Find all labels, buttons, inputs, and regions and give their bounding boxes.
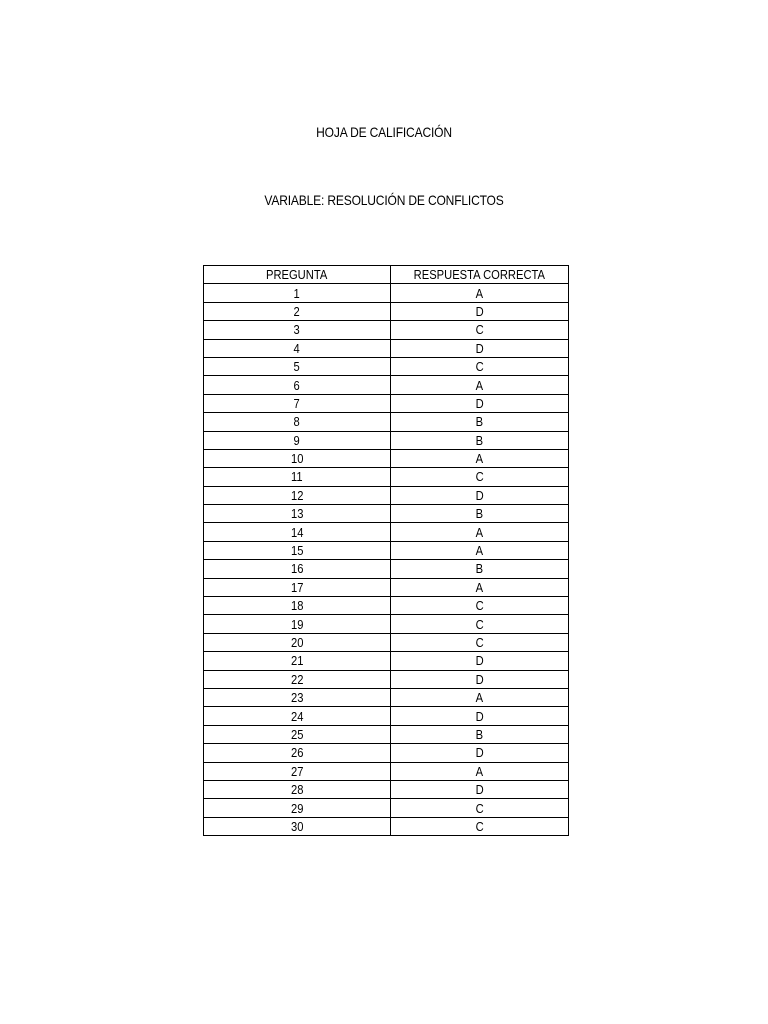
question-number-cell: 8	[204, 413, 391, 431]
question-number-cell: 20	[204, 633, 391, 651]
correct-answer-cell: D	[391, 652, 569, 670]
correct-answer-cell: D	[391, 670, 569, 688]
question-number-cell: 7	[204, 394, 391, 412]
correct-answer-cell: C	[391, 321, 569, 339]
correct-answer-cell: B	[391, 725, 569, 743]
table-row	[204, 817, 569, 835]
question-number-cell: 13	[204, 505, 391, 523]
table-row	[204, 780, 569, 798]
table-row	[204, 762, 569, 780]
table-row	[204, 615, 569, 633]
table-row	[204, 541, 569, 559]
question-number-cell: 27	[204, 762, 391, 780]
table-row	[204, 486, 569, 504]
question-number-cell: 12	[204, 486, 391, 504]
question-number-cell: 19	[204, 615, 391, 633]
correct-answer-cell: C	[391, 799, 569, 817]
question-number-cell: 21	[204, 652, 391, 670]
question-number-cell: 9	[204, 431, 391, 449]
table-row	[204, 688, 569, 706]
correct-answer-cell: A	[391, 449, 569, 467]
correct-answer-cell: D	[391, 486, 569, 504]
table-row	[204, 505, 569, 523]
correct-answer-cell: A	[391, 578, 569, 596]
answer-key-table	[203, 265, 569, 836]
correct-answer-cell: C	[391, 817, 569, 835]
table-row	[204, 744, 569, 762]
table-row	[204, 560, 569, 578]
table-row	[204, 523, 569, 541]
table-header-row	[204, 266, 569, 284]
table-row	[204, 431, 569, 449]
column-header-pregunta: PREGUNTA	[204, 266, 391, 284]
question-number-cell: 30	[204, 817, 391, 835]
question-number-cell: 15	[204, 541, 391, 559]
table-row	[204, 597, 569, 615]
correct-answer-cell: C	[391, 357, 569, 375]
correct-answer-cell: D	[391, 744, 569, 762]
variable-title: VARIABLE: RESOLUCIÓN DE CONFLICTOS	[264, 192, 504, 208]
question-number-cell: 24	[204, 707, 391, 725]
question-number-cell: 17	[204, 578, 391, 596]
table-row	[204, 284, 569, 302]
correct-answer-cell: B	[391, 560, 569, 578]
question-number-cell: 5	[204, 357, 391, 375]
correct-answer-cell: B	[391, 431, 569, 449]
question-number-cell: 16	[204, 560, 391, 578]
table-row	[204, 321, 569, 339]
table-row	[204, 376, 569, 394]
correct-answer-cell: D	[391, 394, 569, 412]
question-number-cell: 10	[204, 449, 391, 467]
table-row	[204, 799, 569, 817]
correct-answer-cell: D	[391, 302, 569, 320]
table-row	[204, 302, 569, 320]
table-row	[204, 633, 569, 651]
table-row	[204, 468, 569, 486]
correct-answer-cell: A	[391, 688, 569, 706]
table-row	[204, 725, 569, 743]
table-row	[204, 578, 569, 596]
correct-answer-cell: C	[391, 468, 569, 486]
question-number-cell: 28	[204, 780, 391, 798]
question-number-cell: 23	[204, 688, 391, 706]
table-row	[204, 707, 569, 725]
correct-answer-cell: B	[391, 413, 569, 431]
correct-answer-cell: A	[391, 523, 569, 541]
correct-answer-cell: A	[391, 284, 569, 302]
correct-answer-cell: A	[391, 762, 569, 780]
question-number-cell: 3	[204, 321, 391, 339]
correct-answer-cell: B	[391, 505, 569, 523]
question-number-cell: 18	[204, 597, 391, 615]
table-row	[204, 652, 569, 670]
question-number-cell: 4	[204, 339, 391, 357]
question-number-cell: 2	[204, 302, 391, 320]
correct-answer-cell: D	[391, 780, 569, 798]
question-number-cell: 6	[204, 376, 391, 394]
correct-answer-cell: C	[391, 633, 569, 651]
column-header-respuesta: RESPUESTA CORRECTA	[391, 266, 569, 284]
correct-answer-cell: D	[391, 707, 569, 725]
correct-answer-cell: C	[391, 597, 569, 615]
page-title: HOJA DE CALIFICACIÓN	[316, 124, 452, 140]
question-number-cell: 29	[204, 799, 391, 817]
question-number-cell: 1	[204, 284, 391, 302]
question-number-cell: 11	[204, 468, 391, 486]
question-number-cell: 14	[204, 523, 391, 541]
table-row	[204, 449, 569, 467]
table-row	[204, 357, 569, 375]
correct-answer-cell: A	[391, 541, 569, 559]
correct-answer-cell: A	[391, 376, 569, 394]
question-number-cell: 22	[204, 670, 391, 688]
question-number-cell: 26	[204, 744, 391, 762]
correct-answer-cell: C	[391, 615, 569, 633]
table-row	[204, 413, 569, 431]
table-row	[204, 670, 569, 688]
question-number-cell: 25	[204, 725, 391, 743]
table-row	[204, 394, 569, 412]
correct-answer-cell: D	[391, 339, 569, 357]
table-row	[204, 339, 569, 357]
